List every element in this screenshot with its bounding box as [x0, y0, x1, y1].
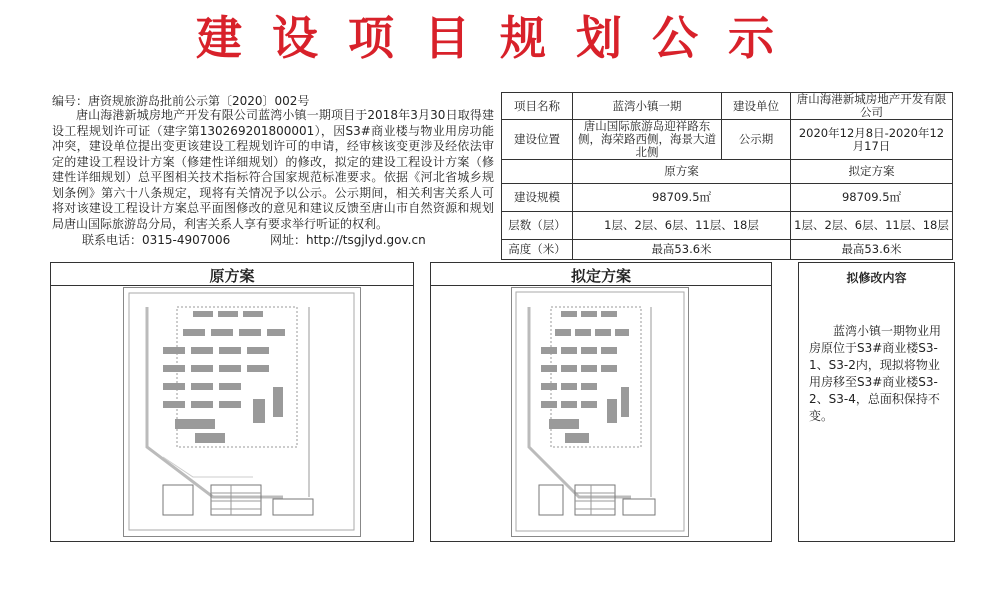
scale-proposed: 98709.5㎡ — [791, 184, 953, 212]
period-value: 2020年12月8日-2020年12月17日 — [791, 120, 953, 160]
original-site-plan-image — [123, 287, 361, 537]
notes-title: 拟修改内容 — [846, 271, 907, 285]
proposed-scheme-title: 拟定方案 — [570, 267, 631, 285]
contact-phone: 联系电话：0315-4907006 — [82, 233, 231, 247]
floors-label: 层数（层） — [502, 212, 573, 240]
floors-original: 1层、2层、6层、11层、18层 — [573, 212, 791, 240]
original-scheme-title: 原方案 — [209, 267, 255, 285]
document-number: 编号：唐资规旅游岛批前公示第〔2020〕002号 — [52, 94, 310, 108]
notice-body: 唐山海港新城房地产开发有限公司蓝湾小镇一期项目于2018年3月30日取得建设工程规划许可证（建字第130269201800001），因S3#商业楼与物业用房功能冲突，建设单位提出变更该建设工程规划许可的申请，经审核该变更涉及经依法审定的建设工程设计方案（修建性详细规划）的修改，拟定的建设工程设计方案（修建性详细规划）总平图相关技术指标符合国家规范标准要求。依据《河北省城乡规划条例》第六十八条规定，现将有关情况予以公示。公示期间，相关利害关系人可将对该建设工程设计方案总平面图修改的意见和建议反馈至唐山市自然资源和规划局唐山国际旅游岛分局，利害关系人享有要求举行听证的权利。 — [52, 108, 494, 231]
notes-text: 蓝湾小镇一期物业用房原位于S3#商业楼S3-1、S3-2内，现拟将物业用房移至S3#商业楼S3-2、S3-4，总面积保持不变。 — [809, 324, 942, 423]
period-label: 公示期 — [722, 120, 791, 160]
project-name-label: 项目名称 — [502, 93, 573, 120]
floors-proposed: 1层、2层、6层、11层、18层 — [791, 212, 953, 240]
builder-value: 唐山海港新城房地产开发有限公司 — [791, 93, 953, 120]
height-proposed: 最高53.6米 — [791, 240, 953, 260]
original-scheme-panel — [50, 262, 414, 542]
project-info-table — [501, 92, 953, 260]
project-name-value: 蓝湾小镇一期 — [573, 93, 722, 120]
height-original: 最高53.6米 — [573, 240, 791, 260]
scale-label: 建设规模 — [502, 184, 573, 212]
website-link[interactable]: 网址：http://tsgjlyd.gov.cn — [270, 233, 426, 247]
proposed-scheme-panel — [430, 262, 772, 542]
builder-label: 建设单位 — [722, 93, 791, 120]
height-label: 高度（米） — [502, 240, 573, 260]
location-label: 建设位置 — [502, 120, 573, 160]
proposed-scheme-header: 拟定方案 — [791, 160, 953, 184]
location-value: 唐山国际旅游岛迎祥路东侧，海荣路西侧，海景大道北侧 — [573, 120, 722, 160]
modification-notes-panel — [798, 262, 955, 542]
scale-original: 98709.5㎡ — [573, 184, 791, 212]
page-title: 建设项目规划公示 — [196, 11, 804, 65]
original-scheme-header: 原方案 — [573, 160, 791, 184]
proposed-site-plan-image — [511, 287, 689, 537]
